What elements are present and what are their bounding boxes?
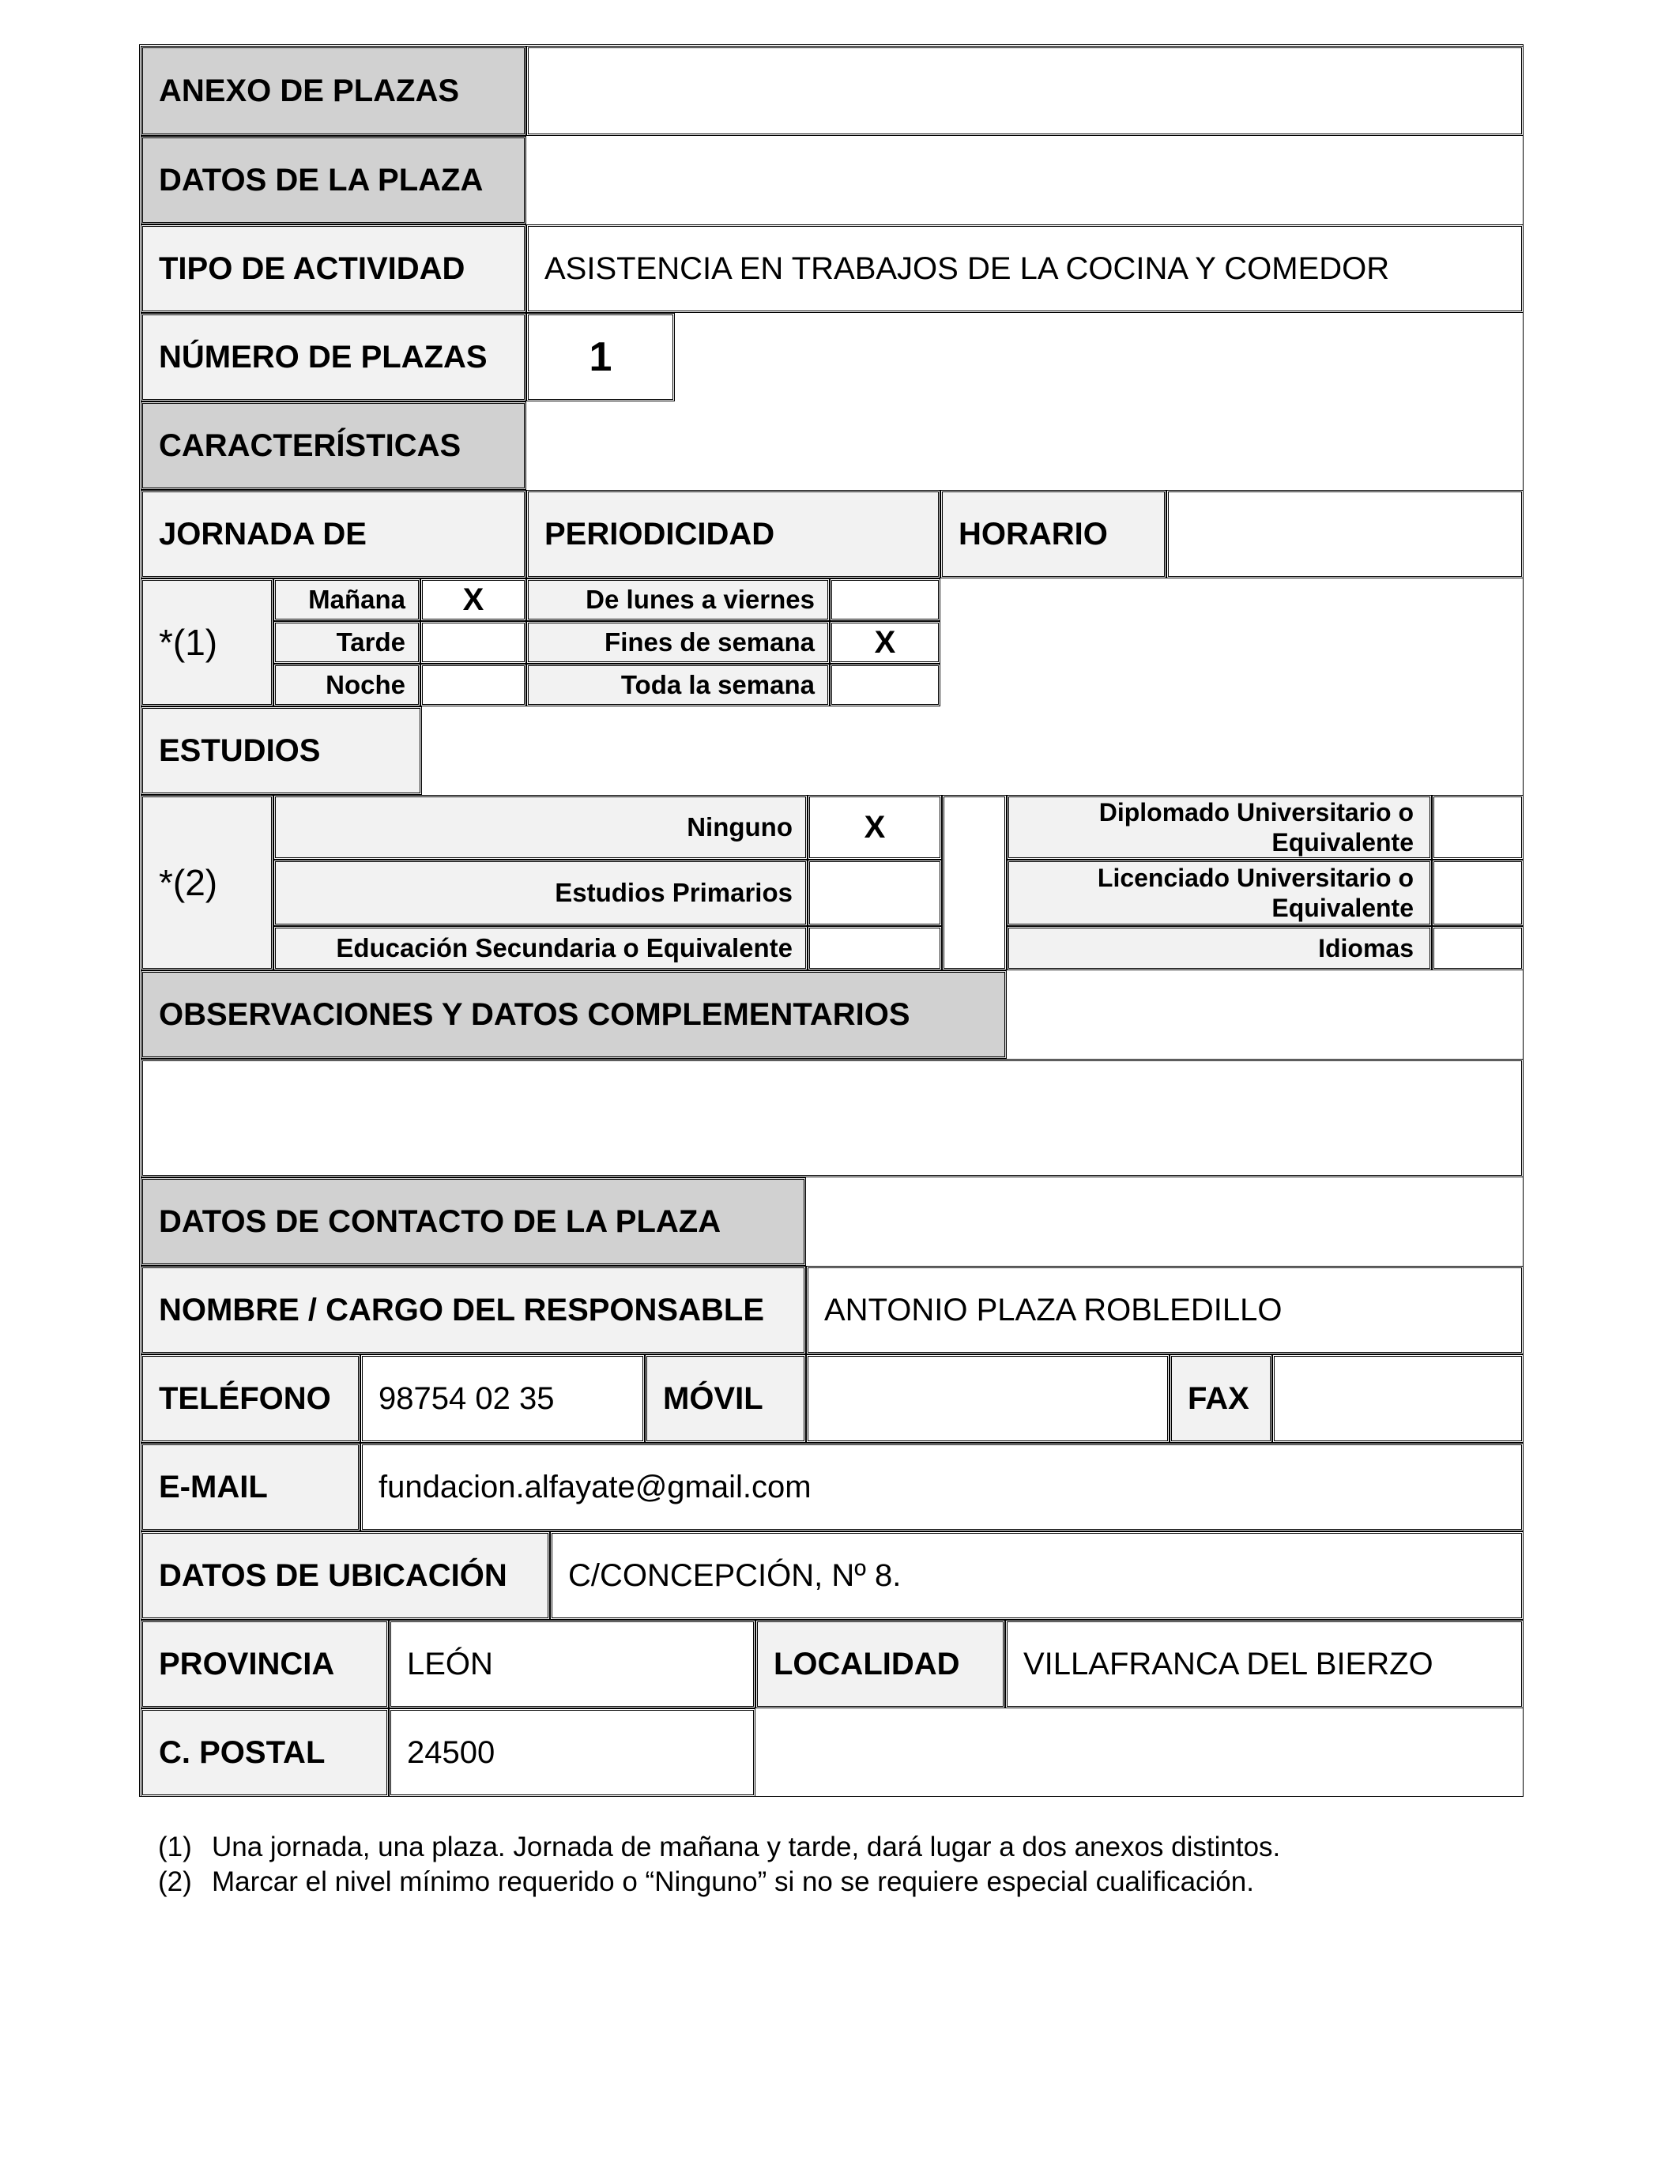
numero-plazas-label: NÚMERO DE PLAZAS — [141, 313, 526, 401]
footnote-text: Marcar el nivel mínimo requerido o “Ninguno” si no se requiere especial cualificación. — [212, 1866, 1254, 1897]
periodicidad-option-checkbox[interactable] — [830, 664, 940, 706]
fax-label: FAX — [1170, 1354, 1272, 1443]
observaciones-text-area[interactable] — [141, 1059, 1524, 1177]
estudios-option-checkbox[interactable]: X — [808, 795, 942, 860]
estudios-option-label: Estudios Primarios — [273, 860, 808, 926]
periodicidad-option-label: Toda la semana — [526, 664, 830, 706]
estudios-option-label: Educación Secundaria o Equivalente — [273, 926, 808, 970]
periodicidad-option-checkbox[interactable] — [830, 578, 940, 621]
email-label: E-MAIL — [141, 1443, 360, 1531]
responsable-label: NOMBRE / CARGO DEL RESPONSABLE — [141, 1266, 806, 1354]
jornada-option-label: Tarde — [273, 621, 420, 664]
localidad-value[interactable]: VILLAFRANCA DEL BIERZO — [1005, 1620, 1524, 1708]
jornada-option-checkbox[interactable]: X — [420, 578, 526, 621]
numero-plazas-value[interactable]: 1 — [526, 313, 675, 401]
periodicidad-option-label: Fines de semana — [526, 621, 830, 664]
jornada-option-checkbox[interactable] — [420, 621, 526, 664]
movil-value-field[interactable] — [806, 1354, 1170, 1443]
localidad-label: LOCALIDAD — [755, 1620, 1005, 1708]
contacto-label: DATOS DE CONTACTO DE LA PLAZA — [141, 1177, 806, 1266]
tipo-actividad-value[interactable]: ASISTENCIA EN TRABAJOS DE LA COCINA Y COMEDOR — [526, 224, 1524, 313]
telefono-label: TELÉFONO — [141, 1354, 360, 1443]
footnote-number: (1) — [158, 1832, 192, 1862]
footnote — [158, 1866, 1254, 1898]
observaciones-label: OBSERVACIONES Y DATOS COMPLEMENTARIOS — [141, 970, 1007, 1059]
ubicacion-value[interactable]: C/CONCEPCIÓN, Nº 8. — [550, 1531, 1524, 1620]
estudios-option-checkbox[interactable] — [1432, 795, 1524, 860]
postal-value[interactable]: 24500 — [389, 1708, 755, 1797]
estudios-option-checkbox[interactable] — [808, 860, 942, 926]
telefono-value[interactable]: 98754 02 35 — [360, 1354, 645, 1443]
provincia-value[interactable]: LEÓN — [389, 1620, 755, 1708]
jornada-label: JORNADA DE — [141, 490, 526, 578]
horario-value-field[interactable] — [1166, 490, 1524, 578]
estudios-option-label: Licenciado Universitario o Equivalente — [1007, 860, 1432, 926]
estudios-spacer — [942, 795, 1007, 970]
postal-label: C. POSTAL — [141, 1708, 389, 1797]
provincia-label: PROVINCIA — [141, 1620, 389, 1708]
tipo-actividad-label: TIPO DE ACTIVIDAD — [141, 224, 526, 313]
footnote — [158, 1832, 1280, 1863]
caracteristicas-label: CARACTERÍSTICAS — [141, 401, 526, 490]
anexo-value-field[interactable] — [526, 46, 1524, 136]
jornada-option-label: Mañana — [273, 578, 420, 621]
responsable-value[interactable]: ANTONIO PLAZA ROBLEDILLO — [806, 1266, 1524, 1354]
ubicacion-label: DATOS DE UBICACIÓN — [141, 1531, 550, 1620]
estudios-option-checkbox[interactable] — [1432, 926, 1524, 970]
estudios-label: ESTUDIOS — [141, 706, 422, 795]
estudios-option-label: Idiomas — [1007, 926, 1432, 970]
estudios-option-checkbox[interactable] — [808, 926, 942, 970]
movil-label: MÓVIL — [645, 1354, 806, 1443]
footnote-text: Una jornada, una plaza. Jornada de mañana y tarde, dará lugar a dos anexos distintos. — [212, 1832, 1281, 1862]
periodicidad-option-checkbox[interactable]: X — [830, 621, 940, 664]
email-value[interactable]: fundacion.alfayate@gmail.com — [360, 1443, 1524, 1531]
estudios-option-label: Ninguno — [273, 795, 808, 860]
fax-value-field[interactable] — [1272, 1354, 1524, 1443]
jornada-option-checkbox[interactable] — [420, 664, 526, 706]
datos-plaza-label: DATOS DE LA PLAZA — [141, 136, 526, 224]
horario-label: HORARIO — [940, 490, 1166, 578]
jornada-option-label: Noche — [273, 664, 420, 706]
note1-marker: *(1) — [141, 578, 273, 706]
footnote-number: (2) — [158, 1866, 192, 1897]
periodicidad-option-label: De lunes a viernes — [526, 578, 830, 621]
anexo-label: ANEXO DE PLAZAS — [141, 46, 526, 136]
note2-marker: *(2) — [141, 795, 273, 970]
periodicidad-label: PERIODICIDAD — [526, 490, 940, 578]
estudios-option-label: Diplomado Universitario o Equivalente — [1007, 795, 1432, 860]
estudios-option-checkbox[interactable] — [1432, 860, 1524, 926]
